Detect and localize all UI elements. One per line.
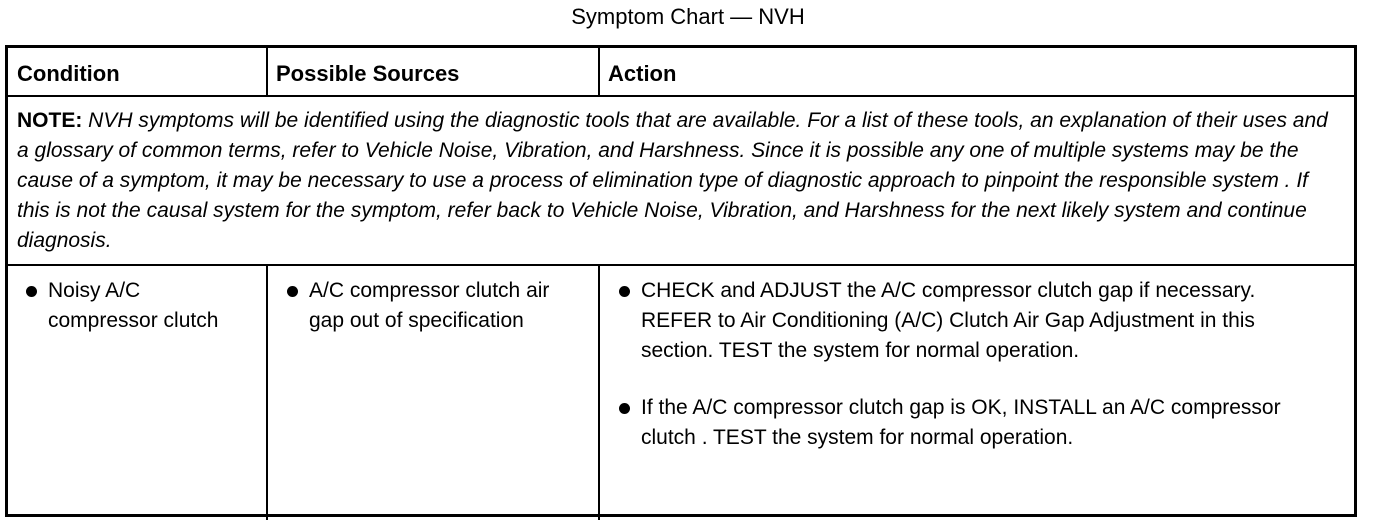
note-rule [8,264,1354,266]
page-title: Symptom Chart — NVH [571,4,805,29]
list-item [8,276,248,336]
list-item [601,276,1301,366]
possible-source-cell [269,276,581,336]
bullet-icon [619,286,630,297]
note-text: NVH symptoms will be identified using the diagnostic tools that are available. For a list of these tools, an explanation of their uses and a glossary of common terms, refer to Vehicle Noise, Vibration, and Harshness. Since it is possible any one of multiple systems may be the cause of a symptom, it may be necessary to use a process of elimination type of diagnostic approach to pinpoint the responsible system . If this is not the causal system for the symptom, refer back to Vehicle Noise, Vibration, and Harshness for the next likely system and continue diagnosis. [17,109,1328,252]
symptom-chart-table [5,45,1357,517]
header-rule [8,95,1354,97]
condition-text: Noisy A/C compressor clutch [48,279,219,332]
list-item [269,276,581,336]
condition-cell [8,276,248,336]
header-divider-2 [598,48,600,96]
action-cell [601,276,1301,453]
row-divider-1 [266,264,268,520]
header-action: Action [608,61,677,86]
bullet-icon [26,286,37,297]
header-divider-1 [266,48,268,96]
action-text-2: If the A/C compressor clutch gap is OK, INSTALL an A/C compressor clutch . TEST the system for normal operation. [641,396,1281,449]
bullet-icon [287,286,298,297]
row-divider-2 [598,264,600,520]
header-possible-sources: Possible Sources [276,61,460,86]
note-block [17,106,1337,256]
action-text-1: CHECK and ADJUST the A/C compressor clutch gap if necessary. REFER to Air Conditioning (A/C) Clutch Air Gap Adjustment in this section. TEST the system for normal operation. [641,279,1256,362]
note-label: NOTE: [17,109,83,132]
bullet-icon [619,403,630,414]
header-condition: Condition [17,61,120,86]
list-item [601,393,1301,453]
source-text: A/C compressor clutch air gap out of specification [309,279,550,332]
